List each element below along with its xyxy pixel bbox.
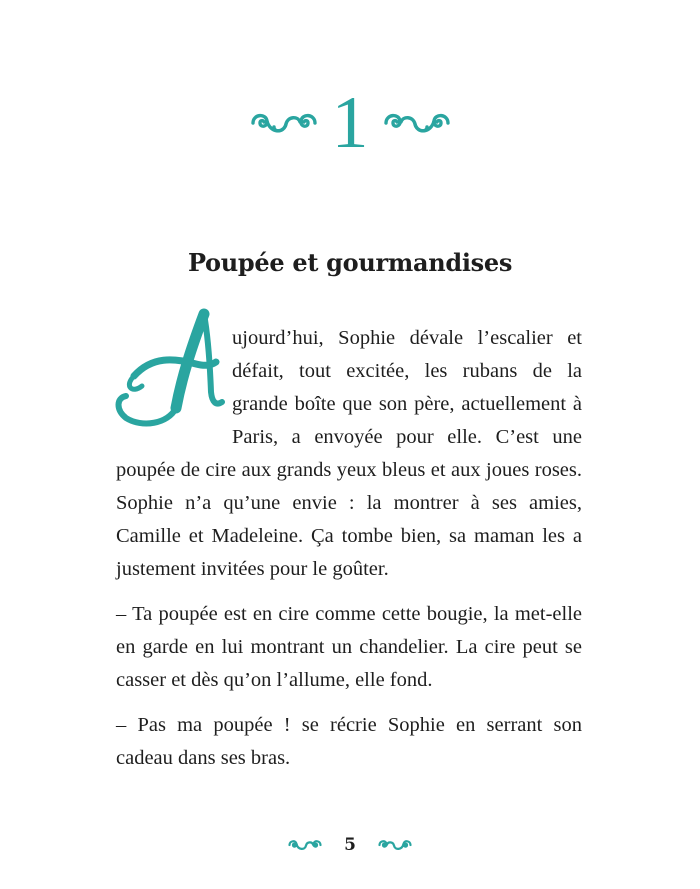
- chapter-header: [0, 82, 700, 164]
- chapter-title: Poupée et gourmandises: [187, 248, 513, 277]
- spiral-ornament-icon: [288, 837, 322, 853]
- paragraph: – Ta poupée est en cire comme cette bougie, la met-elle en garde en lui montrant un chandelier. La cire peut se casser et dès qu’on l’allume, elle fond.: [116, 603, 582, 691]
- page-footer: [0, 830, 700, 860]
- page-number: 5: [344, 835, 356, 855]
- paragraph-text: ujourd’hui, Sophie dévale l’escalier et défait, tout excitée, les rubans de la grande boîte que son père, actuellement à Paris, a envoyée pour elle. C’est une poupée de cire aux grands yeux bleus et aux joues roses. Sophie n’a qu’une envie : la montrer à ses amies, Camille et Madeleine. Ça tombe bien, sa maman les a justement invitées pour le goûter.: [116, 327, 582, 580]
- spiral-ornament-icon: [383, 108, 451, 138]
- spiral-ornament-icon: [250, 108, 318, 138]
- chapter-number: 1: [331, 82, 369, 164]
- chapter-body: [116, 322, 582, 775]
- spiral-ornament-icon: [378, 837, 412, 853]
- paragraph: [116, 322, 582, 586]
- dropcap-letter-a-icon: [112, 306, 228, 432]
- paragraph: – Pas ma poupée ! se récrie Sophie en serrant son cadeau dans ses bras.: [116, 714, 582, 769]
- dropcap: [112, 322, 228, 434]
